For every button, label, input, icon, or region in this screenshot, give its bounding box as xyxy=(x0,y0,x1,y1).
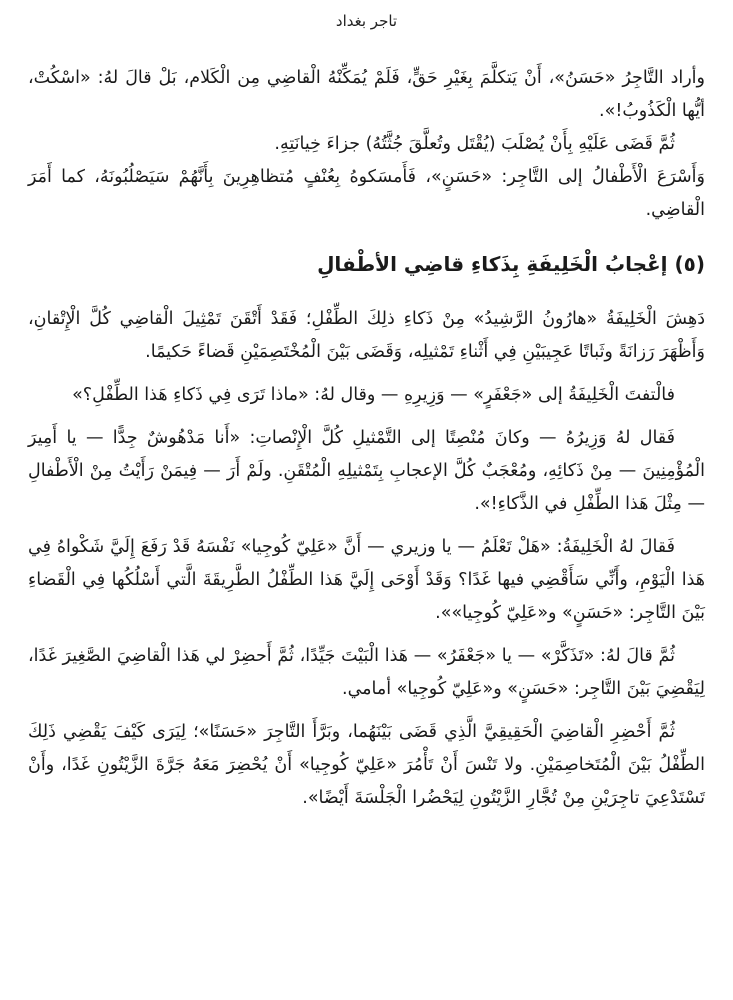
section-heading: (٥) إعْجابُ الْخَلِيفَةِ بِذَكاءِ قاضِي الأطْفالِ xyxy=(317,252,705,276)
section-one-body xyxy=(28,62,705,227)
running-header: تاجر بغداد xyxy=(335,12,398,30)
section-two-body xyxy=(28,303,705,815)
paragraph: فَقال لهُ وَزِيرُهُ — وكانَ مُنْصِتًا إلى التَّمْثيلِ كُلَّ الْإِنْصاتِ: «أَنا مَدْهُوشٌ جِدًّا — يا أَمِيرَ الْمُؤْمِنِينَ — مِنْ ذَكائِهِ، ومُعْجَبٌ كُلَّ الإعجابِ بِتَمْثيلِهِ الْمُتْقَنِ. ولَمْ أَرَ — فِيمَنْ رَأَيْتُ مِنْ الْأَطْفالِ — مِثْلَ هَذا الطِّفْلِ في الذَّكاءِ!». xyxy=(28,428,705,514)
paragraph: وأراد التَّاجِرُ «حَسَنُ»، أَنْ يَتكلَّمَ بِغَيْرِ حَقٍّ، فَلَمْ يُمَكِّنْهُ الْقاضِي مِن الْكَلام، بَلْ قالَ لهُ: «اسْكُتْ، أيُّها الْكَذُوبُ!». xyxy=(28,68,705,121)
paragraph: دَهِشَ الْخَلِيفَةُ «هارُونُ الرَّشِيدُ» مِنْ ذَكاءِ ذلِكَ الطِّفْلِ؛ فَقَدْ أَتْقَنَ تَمْثِيلَ الْقاضِي كُلَّ الْإِتْقانِ، وَأَظْهَرَ رَزانَةً وثَباتًا عَجِيبَيْنِ فِي أَثْناءِ تَمْثيلِه، وَقَضَى بَيْنَ الْمُخْتَصِمَيْنِ قَضاءً حَكيمًا. xyxy=(28,309,705,362)
paragraph: فالْتفتَ الْخَلِيفَةُ إلى «جَعْفَرٍ» — وَزِيرِهِ — وقال لهُ: «ماذا تَرَى فِي ذَكاءِ هَذا الطِّفْلِ؟» xyxy=(72,385,675,405)
paragraph: ثُمَّ قَضَى عَلَيْهِ بِأَنْ يُصْلَبَ (يُقْتَل وتُعلَّقَ جُثَّتُهُ) جزاءَ خِيانَتِهِ. xyxy=(274,134,675,154)
paragraph: ثُمَّ قالَ لهُ: «تَذَكَّرْ» — يا «جَعْفَرُ» — هَذا الْبَيْتَ جَيِّدًا، ثُمَّ أَحضِرْ لي هَذا الْقاضِيَ الصَّغِيرَ غَدًا، لِيَقْضِيَ بَيْنَ التَّاجِر: «حَسَنٍ» و«عَلِيّ كُوجِيا» أمامي. xyxy=(28,646,705,699)
paragraph: ثُمَّ أَحْضِرِ الْقاضِيَ الْحَقِيقِيَّ الَّذِي قَضَى بَيْنَهُما، وبَرَّأَ التَّاجِرَ «حَسَنًا»؛ لِيَرَى كَيْفَ يَقْضِي ذَلِكَ الطِّفْلُ بَيْنَ الْمُتَخاصِمَيْنِ. ولا تَنْسَ أَنْ تَأْمُرَ «عَلِيّ كُوجِيا» أَنْ يُحْضِرَ مَعَهُ جَرَّةَ الزَّيْتُونِ غَدًا، وأَنْ تَسْتَدْعِيَ تاجِرَيْنِ مِنْ تُجَّارِ الزَّيْتُونِ لِيَحْضُرا الْجَلْسَةَ أَيْضًا». xyxy=(28,722,705,808)
paragraph: وَأَسْرَعَ الْأَطْفالُ إلى التَّاجِر: «حَسَنٍ»، فَأَمسَكوهُ بِعُنْفٍ مُتظاهِرِينَ بِأَنَّهُمْ سَيَصْلُبُونَهُ، كما أَمَرَ الْقاضِي. xyxy=(28,167,705,220)
paragraph: فَقالَ لهُ الْخَلِيفَةُ: «هَلْ تَعْلَمُ — يا وزيري — أَنَّ «عَلِيّ كُوجِيا» نَفْسَهُ قَدْ رَفَعَ إِلَيَّ شَكْواهُ فِي هَذا الْيَوْمِ، وأَنِّي سَأَقْضِي فيها غَدًا؟ وَقَدْ أَوْحَى إِلَيَّ هَذا الطِّفْلُ الطَّرِيقَةَ الَّتي أَسْلُكُها فِي الْقَضاءِ بَيْنَ التَّاجِر: «حَسَنٍ» و«عَلِيّ كُوجِيا»». xyxy=(28,537,705,623)
